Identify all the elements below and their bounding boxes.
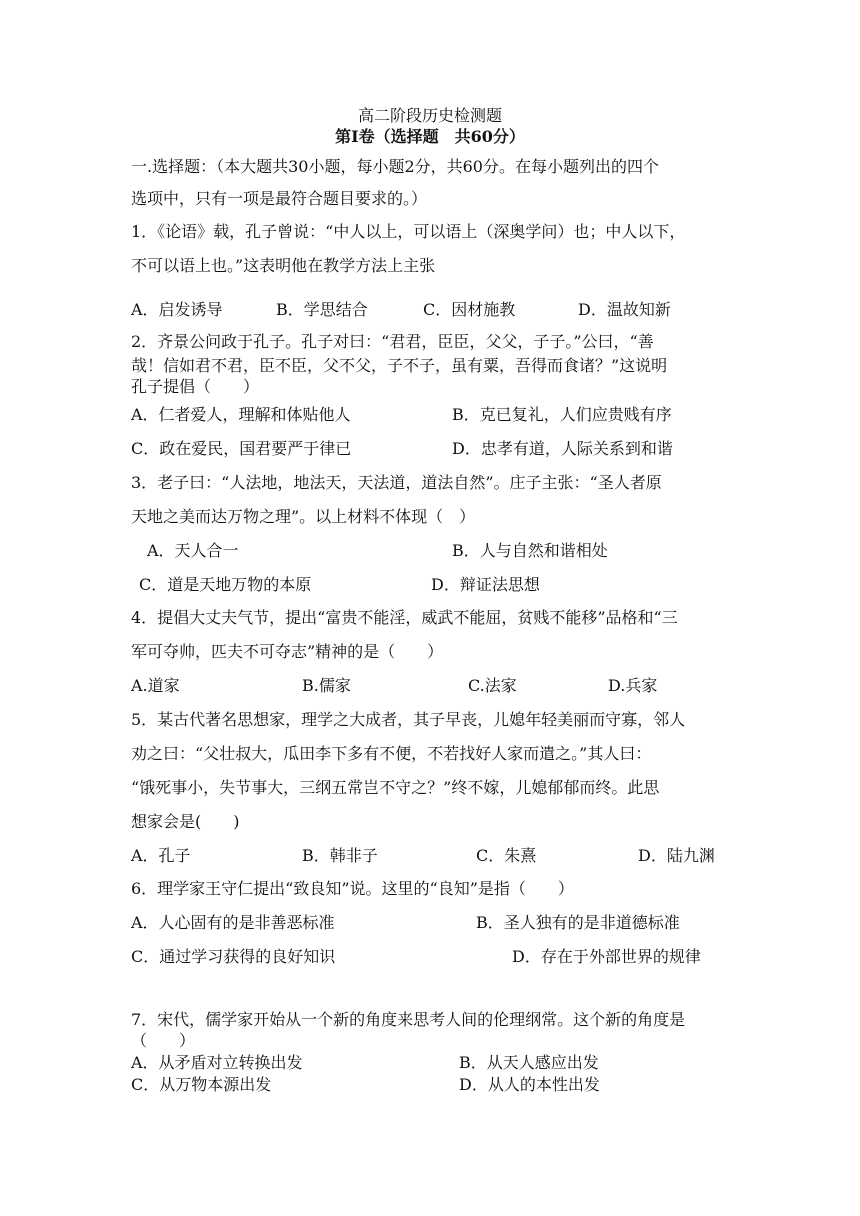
q4-stem-line2: 军可夺帅，匹夫不可夺志”精神的是（ ） bbox=[131, 642, 444, 661]
q4-option-b: B.儒家 bbox=[302, 676, 351, 695]
q2-stem-line1: 2．齐景公问政于孔子。孔子对曰：“君君，臣臣，父父，子子。”公曰，“善 bbox=[131, 332, 654, 351]
q7-option-b: B．从天人感应出发 bbox=[459, 1053, 599, 1072]
q1-stem-line2: 不可以语上也。”这表明他在教学方法上主张 bbox=[131, 256, 436, 275]
q6-stem-line1: 6．理学家王守仁提出“致良知”说。这里的“良知”是指（ ） bbox=[131, 879, 574, 898]
q4-option-d: D.兵家 bbox=[608, 676, 658, 695]
q2-stem-line3: 孔子提倡（ ） bbox=[131, 377, 260, 396]
q5-option-c: C．朱熹 bbox=[476, 846, 537, 865]
q5-stem-line3: “饿死事小，失节事大，三纲五常岂不守之？”终不嫁，儿媳郁郁而终。此思 bbox=[131, 778, 660, 797]
q3-option-b: B．人与自然和谐相处 bbox=[452, 541, 608, 560]
exam-subtitle: 第Ⅰ卷（选择题 共60分） bbox=[335, 127, 525, 146]
q1-option-b: B．学思结合 bbox=[276, 300, 368, 319]
q2-stem-line2: 哉！信如君不君，臣不臣，父不父，子不子，虽有粟，吾得而食诸？”这说明 bbox=[131, 356, 668, 375]
q6-option-d: D．存在于外部世界的规律 bbox=[512, 947, 701, 966]
q5-stem-line1: 5．某古代著名思想家，理学之大成者，其子早丧，儿媳年轻美丽而守寡，邻人 bbox=[131, 710, 686, 729]
exam-title: 高二阶段历史检测题 bbox=[357, 106, 502, 125]
q2-option-b: B．克已复礼，人们应贵贱有序 bbox=[452, 405, 672, 424]
q1-option-a: A．启发诱导 bbox=[131, 300, 223, 319]
q1-option-c: C．因材施教 bbox=[423, 300, 516, 319]
q5-stem-line4: 想家会是( ) bbox=[131, 812, 240, 831]
q4-option-a: A.道家 bbox=[131, 676, 180, 695]
q7-option-c: C．从万物本源出发 bbox=[131, 1075, 272, 1094]
q7-stem-line2: （ ） bbox=[131, 1031, 196, 1050]
section-instructions-line2: 选项中，只有一项是最符合题目要求的。） bbox=[131, 189, 428, 208]
q2-option-c: C．政在爱民，国君要严于律已 bbox=[131, 439, 352, 458]
q7-stem-line1: 7．宋代，儒学家开始从一个新的角度来思考人间的伦理纲常。这个新的角度是 bbox=[131, 1010, 686, 1029]
q2-option-a: A．仁者爱人，理解和体贴他人 bbox=[131, 405, 351, 424]
q1-option-d: D．温故知新 bbox=[578, 300, 671, 319]
q4-option-c: C.法家 bbox=[468, 676, 517, 695]
q3-stem-line1: 3．老子曰：“人法地，地法天，天法道，道法自然”。庄子主张：“圣人者原 bbox=[131, 473, 662, 492]
q5-option-b: B．韩非子 bbox=[302, 846, 378, 865]
q3-option-a: A．天人合一 bbox=[147, 541, 239, 560]
q3-option-d: D．辩证法思想 bbox=[431, 575, 540, 594]
q7-option-d: D．从人的本性出发 bbox=[459, 1075, 600, 1094]
q6-option-a: A．人心固有的是非善恶标准 bbox=[131, 913, 335, 932]
q5-stem-line2: 劝之曰：“父壮叔大，瓜田李下多有不便，不若找好人家而遣之。”其人曰： bbox=[131, 744, 652, 763]
q3-option-c: C．道是天地万物的本原 bbox=[139, 575, 312, 594]
q6-option-b: B．圣人独有的是非道德标准 bbox=[476, 913, 680, 932]
q5-option-d: D．陆九渊 bbox=[638, 846, 715, 865]
section-instructions-line1: 一.选择题：（本大题共30小题，每小题2分，共60分。在每小题列出的四个 bbox=[131, 157, 659, 176]
q7-option-a: A．从矛盾对立转换出发 bbox=[131, 1053, 303, 1072]
q6-option-c: C．通过学习获得的良好知识 bbox=[131, 947, 336, 966]
q2-option-d: D．忠孝有道，人际关系到和谐 bbox=[452, 439, 673, 458]
q1-stem-line1: 1．《论语》载，孔子曾说：“中人以上，可以语上（深奥学问）也；中人以下， bbox=[131, 222, 686, 241]
q5-option-a: A．孔子 bbox=[131, 846, 191, 865]
q4-stem-line1: 4．提倡大丈夫气节，提出“富贵不能淫，威武不能屈，贫贱不能移”品格和“三 bbox=[131, 608, 678, 627]
q3-stem-line2: 天地之美而达万物之理”。以上材料不体现（ ） bbox=[131, 507, 476, 526]
